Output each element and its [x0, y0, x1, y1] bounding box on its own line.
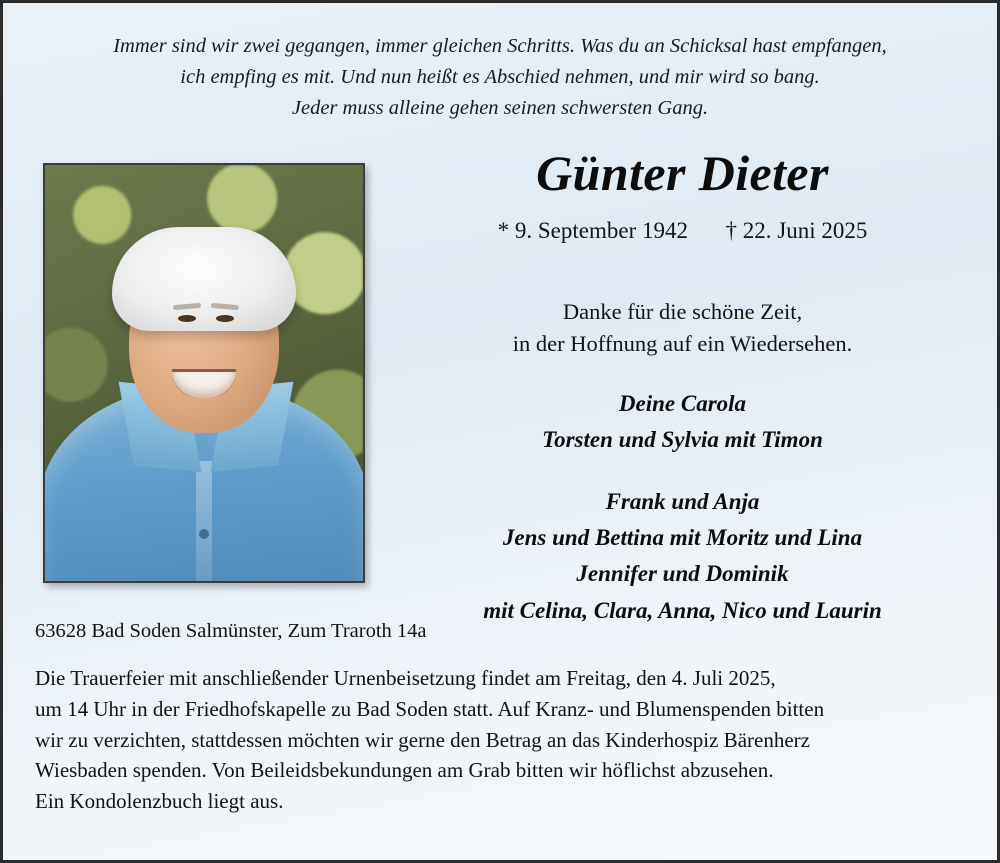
address-line: 63628 Bad Soden Salmünster, Zum Traroth 14a: [35, 620, 427, 643]
thanks-line-1: Danke für die schöne Zeit,: [562, 299, 803, 325]
birth-date: * 9. September 1942: [497, 218, 688, 244]
ceremony-details: [3, 643, 997, 816]
ceremony-line-3: wir zu verzichten, stattdessen möchten wir gerne den Betrag an das Kinderhospiz Bärenherz: [35, 727, 810, 752]
ceremony-line-2: um 14 Uhr in der Friedhofskapelle zu Bad Soden statt. Auf Kranz- und Blumenspenden bitten: [35, 697, 825, 722]
photo-container: [3, 138, 398, 583]
hair-shape: [112, 227, 296, 331]
family-line-4: Jens und Bettina mit Moritz und Lina: [502, 524, 863, 550]
life-dates: [398, 218, 967, 244]
family-line-2: Torsten und Sylvia mit Timon: [542, 426, 823, 452]
family-line-6: mit Celina, Clara, Anna, Nico und Laurin: [483, 597, 882, 623]
family-line-3: Frank und Anja: [605, 488, 760, 514]
thanks-message: [398, 296, 967, 360]
ceremony-line-5: Ein Kondolenzbuch liegt aus.: [35, 789, 284, 814]
text-column: [398, 138, 997, 628]
verse-line-2: ich empfing es mit. Und nun heißt es Abschied nehmen, und mir wird so bang.: [180, 66, 820, 89]
ceremony-line-1: Die Trauerfeier mit anschließender Urnenbeisetzung findet am Freitag, den 4. Juli 2025,: [35, 666, 776, 691]
verse-line-3: Jeder muss alleine gehen seinen schwersten Gang.: [291, 97, 709, 120]
death-date: † 22. Juni 2025: [725, 218, 868, 244]
main-content: [3, 124, 997, 623]
shirt-placket: [196, 461, 212, 581]
shirt-button: [199, 529, 209, 539]
family-secondary: [398, 484, 967, 629]
verse-line-1: Immer sind wir zwei gegangen, immer gleichen Schritts. Was du an Schicksal hast empfangen,: [113, 35, 887, 57]
family-line-5: Jennifer und Dominik: [576, 561, 789, 587]
portrait-photo: [43, 163, 365, 583]
memorial-verse: [3, 3, 997, 124]
thanks-line-2: in der Hoffnung auf ein Wiedersehen.: [512, 331, 853, 357]
deceased-name: Günter Dieter: [536, 145, 829, 202]
ceremony-line-4: Wiesbaden spenden. Von Beileidsbekundungen am Grab bitten wir höflichst abzusehen.: [35, 758, 774, 783]
family-primary: [398, 386, 967, 457]
family-line-1: Deine Carola: [618, 391, 747, 417]
